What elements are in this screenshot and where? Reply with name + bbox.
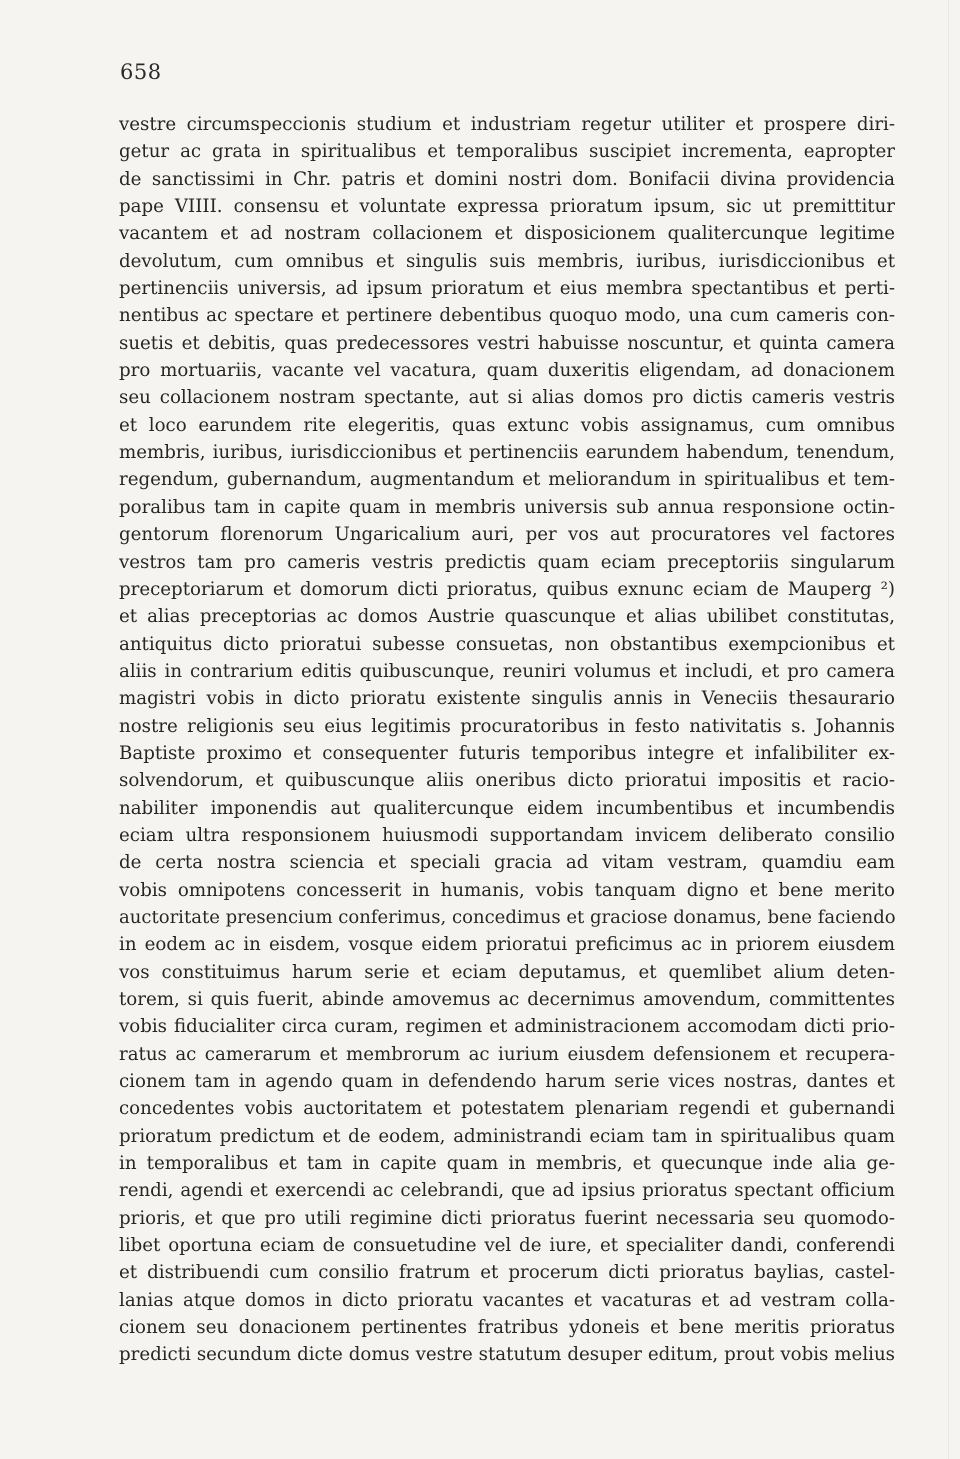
text-line: Baptiste proximo et consequenter futuris temporibus integre et infalibiliter ex- — [119, 742, 895, 764]
text-line: cionem tam in agendo quam in defendendo harum serie vices nostras, dantes et — [119, 1071, 895, 1093]
text-line: libet oportuna eciam de consuetudine vel de iure, et specialiter dandi, conferendi — [119, 1235, 895, 1257]
text-line: in eodem ac in eisdem, vosque eidem prioratui preficimus ac in priorem eiusdem — [119, 934, 895, 956]
text-line: suetis et debitis, quas predecessores vestri habuisse noscuntur, et quinta camera — [119, 332, 895, 354]
text-line: nostre religionis seu eius legitimis procuratoribus in festo nativitatis s. Johannis — [119, 715, 895, 737]
text-line: de sanctissimi in Chr. patris et domini nostri dom. Bonifacii divina providencia — [119, 168, 895, 190]
text-line: et alias preceptorias ac domos Austrie quascunque et alias ubilibet constitutas, — [119, 606, 895, 628]
text-line: membris, iuribus, iurisdiccionibus et pertinenciis earundem habendum, tenendum, — [119, 442, 895, 464]
text-line: prioris, et que pro utili regimine dicti prioratus fuerint necessaria seu quomodo- — [119, 1207, 895, 1229]
text-line: getur ac grata in spiritualibus et temporalibus suscipiet incrementa, eapropter — [119, 141, 895, 163]
text-line: prioratum predictum et de eodem, administrandi eciam tam in spiritualibus quam — [119, 1125, 895, 1147]
text-line: magistri vobis in dicto prioratu existente singulis annis in Veneciis thesaurario — [119, 688, 895, 710]
text-line: vos constituimus harum serie et eciam deputamus, et quemlibet alium deten- — [119, 961, 895, 983]
text-line: et distribuendi cum consilio fratrum et procerum dicti prioratus baylias, castel- — [119, 1262, 895, 1284]
text-line: gentorum florenorum Ungaricalium auri, per vos aut procuratores vel factores — [119, 524, 895, 546]
text-line: pertinenciis universis, ad ipsum prioratum et eius membra spectantibus et perti- — [119, 278, 895, 300]
text-line: eciam ultra responsionem huiusmodi supportandam invicem deliberato consilio — [119, 824, 895, 846]
text-line: solvendorum, et quibuscunque aliis oneribus dicto prioratui impositis et racio- — [119, 770, 895, 792]
text-line: vestre circumspeccionis studium et industriam regetur utiliter et prospere diri- — [119, 114, 895, 135]
text-line: et loco earundem rite elegeritis, quas extunc vobis assignamus, cum omnibus — [119, 414, 895, 436]
text-line: antiquitus dicto prioratui subesse consuetas, non obstantibus exempcionibus et — [119, 633, 895, 655]
text-line: auctoritate presencium conferimus, concedimus et graciose donamus, bene faciendo — [119, 906, 896, 928]
text-line: poralibus tam in capite quam in membris universis sub annua responsione octin- — [119, 496, 895, 518]
text-line: aliis in contrarium editis quibuscunque, reuniri volumus et includi, et pro camera — [119, 660, 895, 682]
text-line: ratus ac camerarum et membrorum ac iurium eiusdem defensionem et recupera- — [119, 1043, 895, 1065]
text-line: vestros tam pro cameris vestris predictis quam eciam preceptoriis singularum — [119, 551, 895, 573]
text-line: pape VIIII. consensu et voluntate expressa prioratum ipsum, sic ut premittitur — [119, 196, 895, 218]
text-line: predicti secundum dicte domus vestre statutum desuper editum, prout vobis melius — [119, 1344, 895, 1366]
text-line: vobis omnipotens concesserit in humanis, vobis tanquam digno et bene merito — [119, 879, 895, 901]
text-line: devolutum, cum omnibus et singulis suis membris, iuribus, iurisdiccionibus et — [119, 250, 895, 272]
page-edge-shadow — [948, 0, 949, 1459]
text-line: lanias atque domos in dicto prioratu vacantes et vacaturas et ad vestram colla- — [119, 1289, 895, 1311]
text-line: cionem seu donacionem pertinentes fratribus ydoneis et bene meritis prioratus — [119, 1317, 895, 1339]
text-line: in temporalibus et tam in capite quam in membris, et quecunque inde alia ge- — [119, 1153, 895, 1175]
text-line: preceptoriarum et domorum dicti prioratus, quibus exnunc eciam de Mauperg ²) — [119, 578, 895, 600]
page-number: 658 — [120, 60, 162, 84]
text-line: concedentes vobis auctoritatem et potestatem plenariam regendi et gubernandi — [119, 1098, 895, 1120]
text-line: nabiliter imponendis aut qualitercunque eidem incumbentibus et incumbendis — [119, 797, 895, 819]
text-line: torem, si quis fuerit, abinde amovemus ac decernimus amovendum, committentes — [119, 989, 895, 1010]
text-line: vacantem et ad nostram collacionem et disposicionem qualitercunque legitime — [119, 223, 895, 245]
text-line: pro mortuariis, vacante vel vacatura, quam duxeritis eligendam, ad donacionem — [119, 360, 895, 382]
text-line: de certa nostra sciencia et speciali gracia ad vitam vestram, quamdiu eam — [119, 852, 895, 874]
text-line: rendi, agendi et exercendi ac celebrandi, que ad ipsius prioratus spectant officium — [119, 1180, 895, 1202]
text-line: seu collacionem nostram spectante, aut si alias domos pro dictis cameris vestris — [119, 387, 895, 409]
body-text — [119, 111, 895, 1369]
text-line: regendum, gubernandum, augmentandum et meliorandum in spiritualibus et tem- — [119, 469, 895, 491]
text-line: vobis fiducialiter circa curam, regimen et administracionem accomodam dicti prio- — [119, 1016, 895, 1038]
text-line: nentibus ac spectare et pertinere debentibus quoquo modo, una cum cameris con- — [119, 305, 895, 327]
